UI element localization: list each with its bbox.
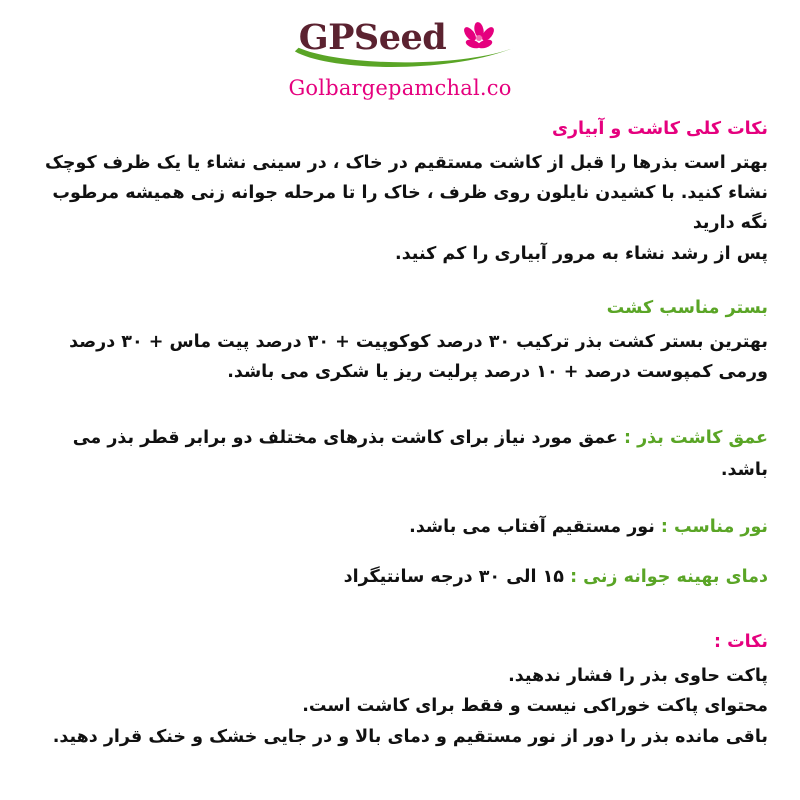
fact-value: عمق مورد نیاز برای کاشت بذرهای مختلف دو برابر قطر بذر می باشد. [72,428,768,480]
spacer [32,287,768,295]
notes-heading: نکات : [714,632,768,653]
note-item: پاکت حاوی بذر را فشار ندهید. [508,666,768,687]
section-paragraph: پس از رشد نشاء به مرور آبیاری را کم کنید. [395,243,768,264]
fact-value: نور مستقیم آفتاب می باشد. [409,517,661,538]
fact-label: نور مناسب : [660,517,768,538]
spacer [32,504,768,512]
fact-line [32,562,768,594]
logo-website: Golbargepamchal.co [288,75,512,100]
section-paragraph: بهترین بستر کشت بذر ترکیب ۳۰ درصد کوکوپیت + ۳۰ درصد پیت ماس + ۳۰ درصد ورمی کمپوست درصد + ۱۰ درصد پرلیت ریز یا شکری می باشد. [69,331,768,382]
note-item: محتوای پاکت خوراکی نیست و فقط برای کاشت است. [302,696,768,717]
instructions-content [26,116,774,752]
section-heading: نکات کلی کاشت و آبیاری [551,119,768,139]
fact-germination-temp [32,562,768,594]
fact-line [32,512,768,544]
fact-label: عمق کاشت بذر : [624,428,768,449]
logo-block [26,14,774,116]
section-heading: بستر مناسب کشت [606,297,768,318]
section-planting-watering [32,116,768,269]
fact-line [32,423,768,486]
section-growing-medium [32,295,768,387]
logo-text: GPSeed [298,17,447,58]
fact-seed-depth [32,423,768,486]
section-paragraph: بهتر است بذرها را قبل از کاشت مستقیم در خاک ، در سینی نشاء یا یک ظرف کوچک نشاء کنید. با کشیدن نایلون روی ظرف ، خاک را تا مرحله جوانه زنی همیشه مرطوب نگه دارید [45,153,768,234]
fact-label: دمای بهینه جوانه زنی : [570,566,768,587]
logo-wordmark [298,17,502,64]
spacer [32,611,768,629]
note-item: باقی مانده بذر را دور از نور مستقیم و دمای بالا و در جایی خشک و خنک قرار دهید. [52,726,768,747]
spacer [32,405,768,423]
fact-light [32,512,768,544]
fact-value: ۱۵ الی ۳۰ درجه سانتیگراد [343,566,571,587]
section-notes [32,629,768,752]
